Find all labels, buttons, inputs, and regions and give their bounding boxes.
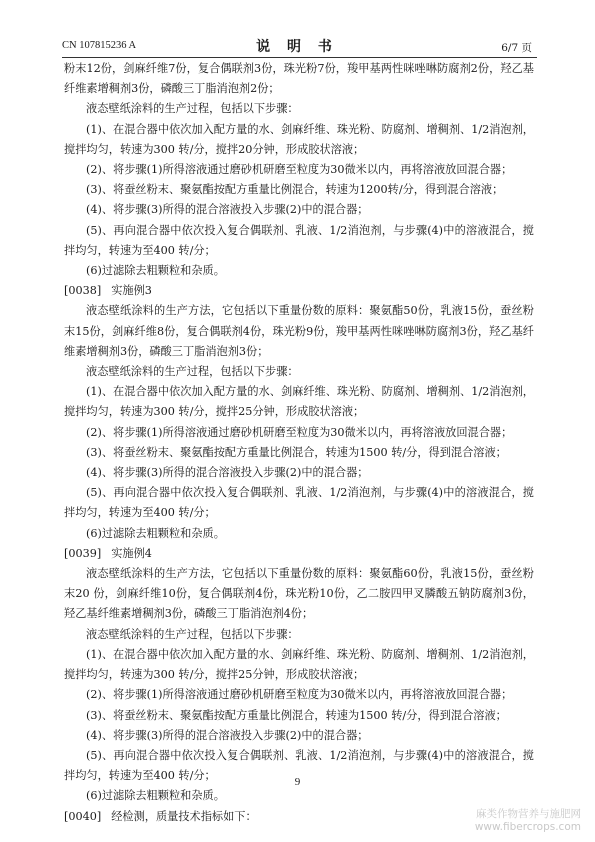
body-paragraph — [64, 706, 534, 726]
body-paragraph — [64, 564, 534, 625]
paragraph-text: (4)、将步骤(3)所得的混合溶液投入步骤(2)中的混合器； — [86, 203, 369, 217]
body-paragraph — [64, 59, 534, 99]
page-number: 9 — [294, 776, 301, 788]
paragraph-text: 液态壁纸涂料的生产过程，包括以下步骤： — [86, 365, 299, 379]
paragraph-text: 实施例3 — [111, 284, 152, 298]
section-paragraph — [64, 544, 534, 564]
body-paragraph — [64, 200, 534, 220]
section-paragraph — [64, 281, 534, 301]
watermark — [475, 808, 581, 834]
paragraph-text: (4)、将步骤(3)所得的混合溶液投入步骤(2)中的混合器； — [86, 728, 369, 742]
document-body — [64, 59, 534, 827]
paragraph-text: (1)、在混合器中依次加入配方量的水、剑麻纤维、珠光粉、防腐剂、增稠剂、1/2消泡剂，搅拌均匀，转速为300 转/分，搅拌25分钟，形成胶状溶液； — [64, 385, 534, 419]
watermark-url: www.fibercrops.com — [474, 821, 581, 833]
paragraph-number: [0039] — [64, 546, 102, 560]
paragraph-text: (2)、将步骤(1)所得溶液通过磨砂机研磨至粒度为30微米以内，再将溶液放回混合器； — [86, 163, 513, 177]
body-paragraph — [64, 120, 534, 160]
paragraph-text: 液态壁纸涂料的生产方法，它包括以下重量份数的原料：聚氨酯50份，乳液15份，蚕丝粉末15份，剑麻纤维8份，复合偶联剂4份，珠光粉9份，羧甲基两性咪唑啉防腐剂3份，羟乙基纤维素增稠剂3份，磷酸三丁脂消泡剂3份； — [64, 304, 534, 358]
document-title: 说 明 书 — [256, 39, 338, 55]
body-paragraph — [64, 301, 534, 362]
paragraph-text: 液态壁纸涂料的生产过程，包括以下步骤： — [86, 102, 299, 116]
body-paragraph — [64, 160, 534, 180]
paragraph-number: [0040] — [64, 809, 102, 823]
watermark-title: 麻类作物营养与施肥网 — [476, 808, 581, 820]
paragraph-text: 粉末12份，剑麻纤维7份，复合偶联剂3份，珠光粉7份，羧甲基两性咪唑啉防腐剂2份，羟乙基纤维素增稠剂3份，磷酸三丁脂消泡剂2份； — [64, 62, 534, 96]
paragraph-text: (6)过滤除去粗颗粒和杂质。 — [86, 789, 225, 803]
body-paragraph — [64, 786, 534, 806]
page-header — [62, 36, 532, 56]
section-paragraph — [64, 807, 534, 827]
paragraph-text: (5)、再向混合器中依次投入复合偶联剂、乳液、1/2消泡剂，与步骤(4)中的溶液混合，搅拌均匀，转速为至400 转/分； — [64, 223, 534, 257]
body-paragraph — [64, 463, 534, 483]
body-paragraph — [64, 423, 534, 443]
body-paragraph — [64, 99, 534, 119]
body-paragraph — [64, 443, 534, 463]
paragraph-text: (2)、将步骤(1)所得溶液通过磨砂机研磨至粒度为30微米以内，再将溶液放回混合器； — [86, 688, 513, 702]
body-paragraph — [64, 625, 534, 645]
paragraph-text: (5)、再向混合器中依次投入复合偶联剂、乳液、1/2消泡剂，与步骤(4)中的溶液混合，搅拌均匀，转速为至400 转/分； — [64, 748, 534, 783]
body-paragraph — [64, 180, 534, 200]
paragraph-text: (3)、将蚕丝粉末、聚氨酯按配方重量比例混合，转速为1500 转/分，得到混合溶液； — [86, 445, 507, 459]
body-paragraph — [64, 221, 534, 261]
body-paragraph — [64, 261, 534, 281]
paragraph-number: [0038] — [64, 284, 102, 298]
paragraph-text: (3)、将蚕丝粉末、聚氨酯按配方重量比例混合，转速为1500 转/分，得到混合溶液； — [86, 708, 507, 722]
paragraph-text: (6)过滤除去粗颗粒和杂质。 — [86, 264, 225, 278]
paragraph-text: (1)、在混合器中依次加入配方量的水、剑麻纤维、珠光粉、防腐剂、增稠剂、1/2消泡剂，搅拌均匀，转速为300 转/分，搅拌25分钟，形成胶状溶液； — [64, 647, 534, 682]
document-id: CN 107815236 A — [62, 40, 137, 51]
paragraph-text: 液态壁纸涂料的生产方法，它包括以下重量份数的原料：聚氨酯60份，乳液15份，蚕丝粉末20 份，剑麻纤维10份，复合偶联剂4份，珠光粉10份，乙二胺四甲叉膦酸五钠防腐剂3份，羟乙基纤维素增稠剂3份，磷酸三丁脂消泡剂4份； — [64, 567, 534, 621]
paragraph-text: (1)、在混合器中依次加入配方量的水、剑麻纤维、珠光粉、防腐剂、增稠剂、1/2消泡剂，搅拌均匀，转速为300 转/分，搅拌20分钟，形成胶状溶液； — [64, 122, 534, 156]
header-divider — [62, 57, 537, 58]
paragraph-text: (2)、将步骤(1)所得溶液通过磨砂机研磨至粒度为30微米以内，再将溶液放回混合器； — [86, 425, 513, 439]
body-paragraph — [64, 726, 534, 746]
body-paragraph — [64, 645, 534, 685]
paragraph-text: (6)过滤除去粗颗粒和杂质。 — [86, 526, 225, 540]
paragraph-text: 经检测，质量技术指标如下： — [111, 809, 257, 823]
body-paragraph — [64, 483, 534, 523]
paragraph-text: 实施例4 — [111, 546, 152, 560]
paragraph-text: (4)、将步骤(3)所得的混合溶液投入步骤(2)中的混合器； — [86, 466, 369, 480]
paragraph-text: (5)、再向混合器中依次投入复合偶联剂、乳液、1/2消泡剂，与步骤(4)中的溶液混合，搅拌均匀，转速为至400 转/分； — [64, 486, 534, 520]
body-paragraph — [64, 524, 534, 544]
page-count: 6/7 页 — [501, 42, 532, 54]
body-paragraph — [64, 362, 534, 382]
body-paragraph — [64, 382, 534, 422]
paragraph-text: 液态壁纸涂料的生产过程，包括以下步骤： — [86, 627, 299, 641]
body-paragraph — [64, 685, 534, 705]
paragraph-text: (3)、将蚕丝粉末、聚氨酯按配方重量比例混合，转速为1200转/分，得到混合溶液； — [86, 183, 504, 197]
